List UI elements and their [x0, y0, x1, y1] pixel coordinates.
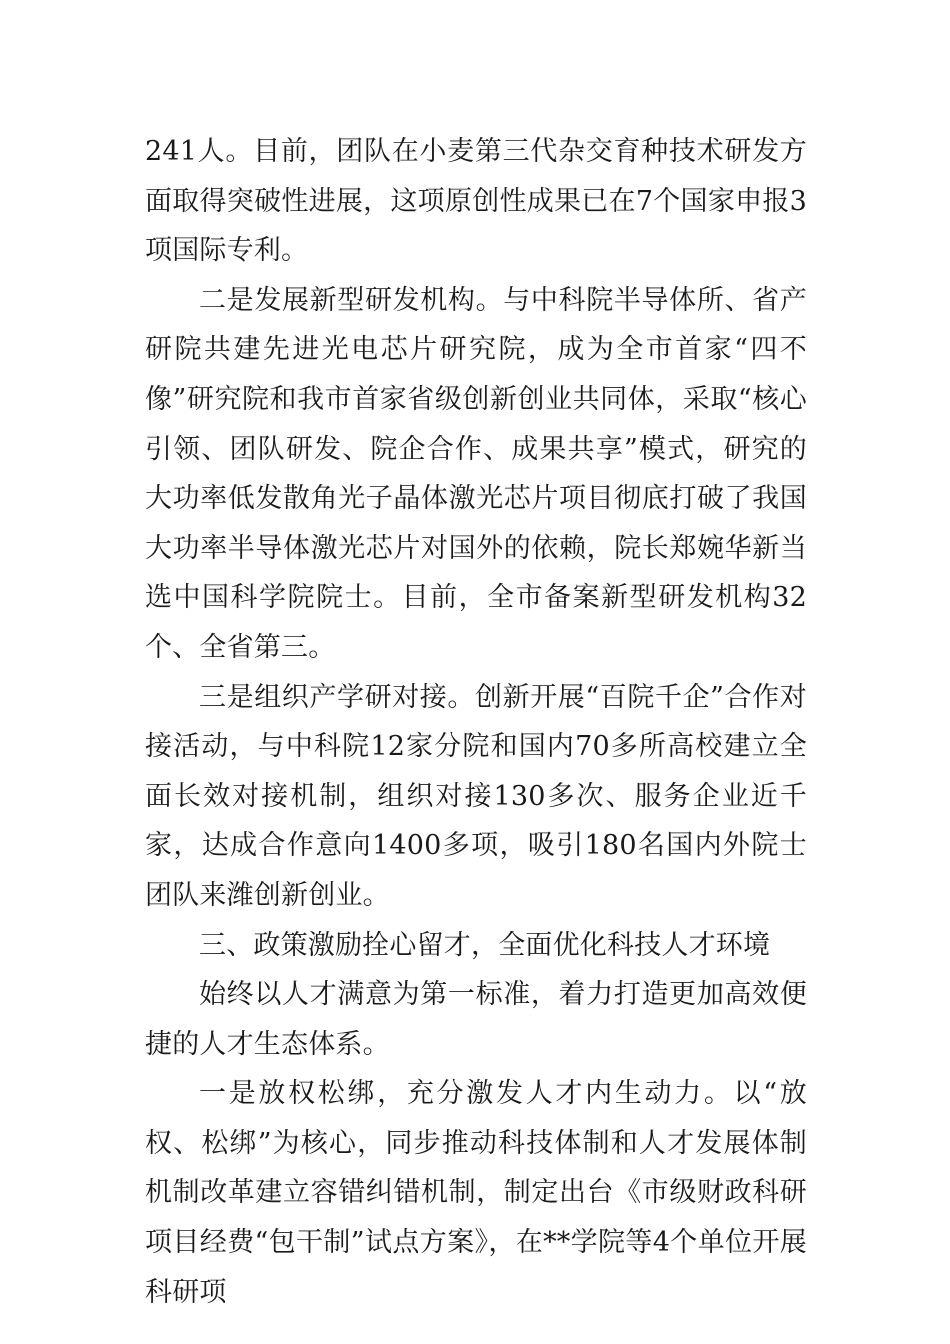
- paragraph-new-rd-institutions: 二是发展新型研发机构。与中科院半导体所、省产研院共建先进光电芯片研究院，成为全市首家“四不像”研究院和我市首家省级创新创业共同体，采取“核心引领、团队研发、院企合作、成果共享”模式，研究的大功率低发散角光子晶体激光芯片项目彻底打破了我国大功率半导体激光芯片对国外的依赖，院长郑婉华新当选中国科学院院士。目前，全市备案新型研发机构32个、全省第三。: [145, 284, 807, 663]
- paragraph-continuation: 241人。目前，团队在小麦第三代杂交育种技术研发方面取得突破性进展，这项原创性成果已在7个国家申报3项国际专利。: [145, 136, 807, 267]
- paragraph-talent-ecosystem: 始终以人才满意为第一标准，着力打造更加高效便捷的人才生态体系。: [145, 979, 807, 1060]
- section-heading-talent-environment: 三、政策激励拴心留才，全面优化科技人才环境: [199, 929, 771, 961]
- paragraph-deregulation: 一是放权松绑，充分激发人才内生动力。以“放权、松绑”为核心，同步推动科技体制和人才发展体制机制改革建立容错纠错机制，制定出台《市级财政科研项目经费“包干制”试点方案》，在**学院等4个单位开展科研项: [145, 1078, 807, 1308]
- document-body: [145, 127, 807, 1317]
- paragraph-industry-academia-docking: 三是组织产学研对接。创新开展“百院千企”合作对接活动，与中科院12家分院和国内70多所高校建立全面长效对接机制，组织对接130多次、服务企业近千家，达成合作意向1400多项，吸引180名国内外院士团队来潍创新创业。: [145, 681, 807, 911]
